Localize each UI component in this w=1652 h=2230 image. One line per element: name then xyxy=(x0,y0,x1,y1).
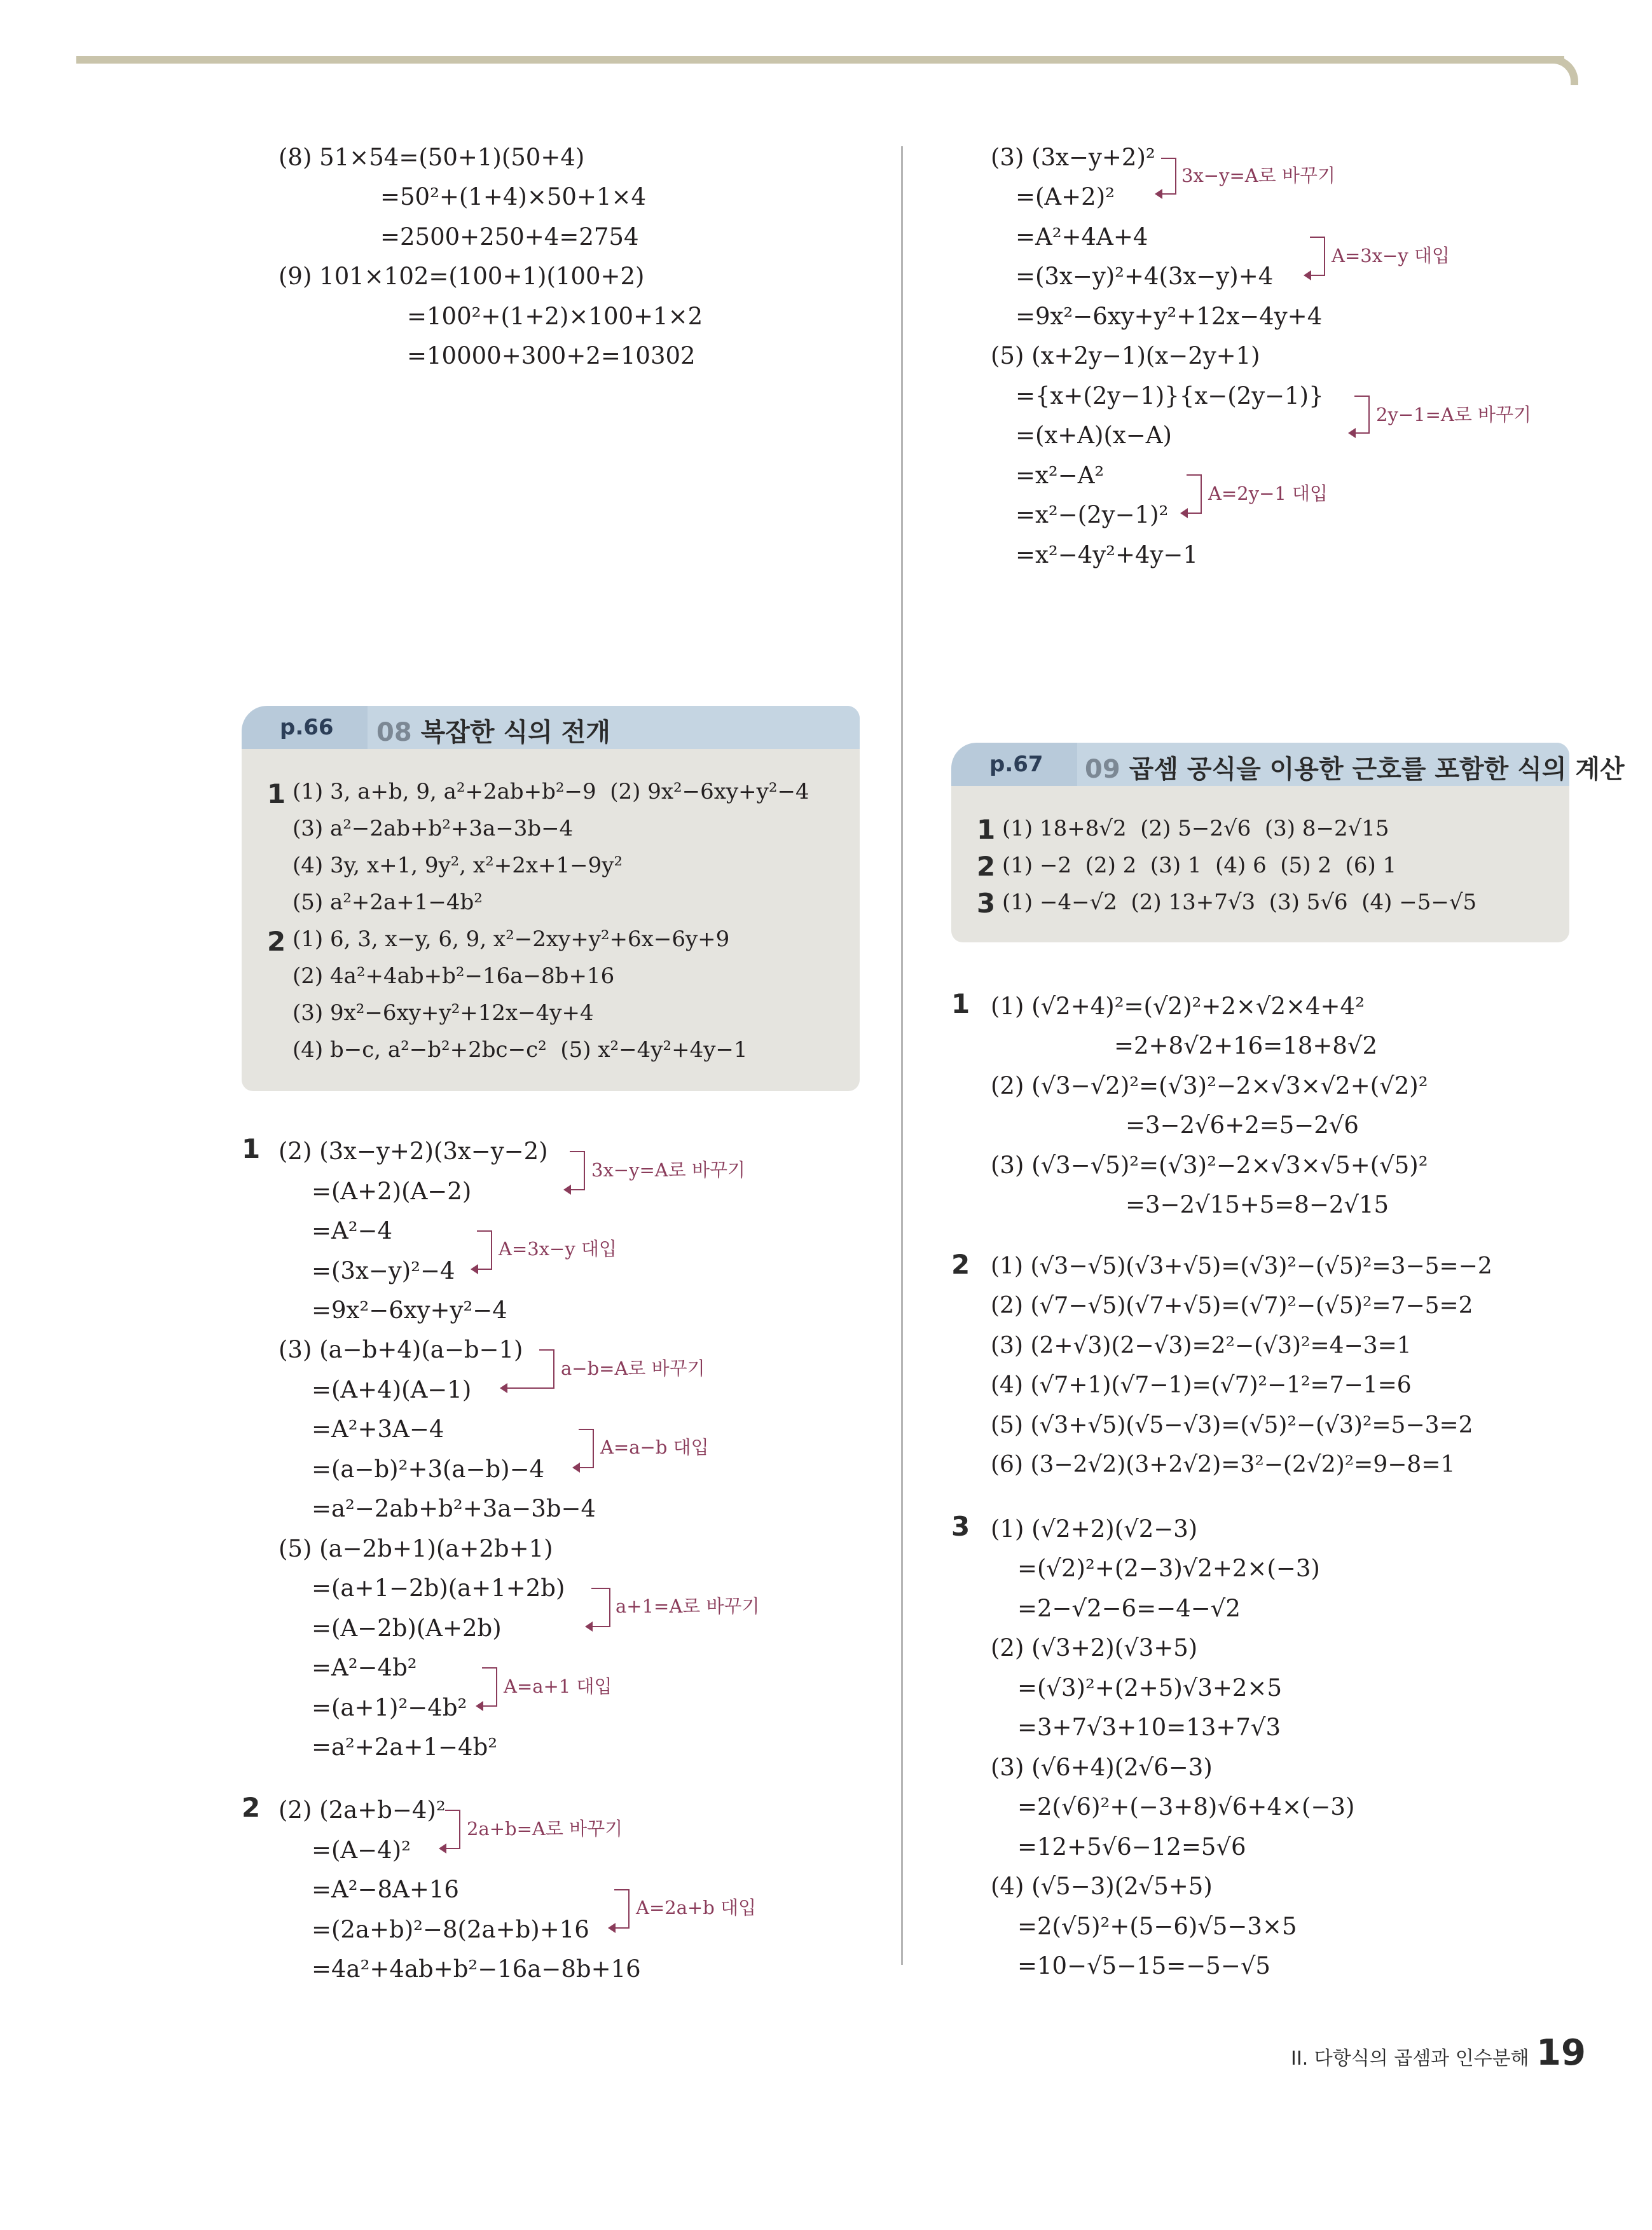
math-line: ={x+(2y−1)}{x−(2y−1)} xyxy=(1015,382,1324,410)
math-line: (1) (√2+4)²=(√2)²+2×√2×4+4² xyxy=(991,993,1365,1020)
annotation-bracket xyxy=(1161,158,1176,195)
annotation-bracket xyxy=(570,1151,585,1190)
annotation-label: A=2a+b 대입 xyxy=(636,1897,757,1918)
math-line: (3) (a−b+4)(a−b−1) xyxy=(279,1336,523,1363)
annotation-label: A=3x−y 대입 xyxy=(499,1238,617,1260)
annotation-bracket xyxy=(477,1230,492,1270)
annotation-bracket xyxy=(579,1429,594,1468)
top-rule-corner xyxy=(1539,56,1578,85)
math-line: =9x²−6xy+y²−4 xyxy=(312,1297,507,1324)
math-line: =(√3)²+(2+5)√3+2×5 xyxy=(1017,1674,1282,1702)
problem-number: 2 xyxy=(951,1249,970,1280)
math-line: (2) (3x−y+2)(3x−y−2) xyxy=(279,1138,548,1165)
column-divider xyxy=(901,146,903,1965)
math-line: (8) 51×54=(50+1)(50+4) xyxy=(279,144,585,171)
problem-number: 2 xyxy=(242,1792,261,1823)
math-line: =A²+4A+4 xyxy=(1015,223,1148,251)
problem-number: 1 xyxy=(242,1133,261,1164)
annotation-arrow xyxy=(1187,513,1202,514)
math-line: =(A+4)(A−1) xyxy=(312,1376,472,1403)
math-line: =9x²−6xy+y²+12x−4y+4 xyxy=(1015,303,1323,330)
annotation-bracket xyxy=(591,1588,610,1627)
annotation-arrow xyxy=(445,1848,460,1849)
annotation-label: 2a+b=A로 바꾸기 xyxy=(467,1818,623,1840)
math-line: =(3x−y)²+4(3x−y)+4 xyxy=(1015,263,1274,290)
section-number: 08 xyxy=(376,718,412,747)
annotation-label: a+1=A로 바꾸기 xyxy=(616,1595,760,1617)
section-title-text: 복잡한 식의 전개 xyxy=(420,718,610,747)
annotation-label: A=3x−y 대입 xyxy=(1332,245,1450,266)
answer-line: (2) 4a²+4ab+b²−16a−8b+16 xyxy=(293,963,615,989)
math-line: (9) 101×102=(100+1)(100+2) xyxy=(279,263,645,290)
annotation-bracket xyxy=(1187,474,1202,514)
answer-line: (4) b−c, a²−b²+2bc−c² (5) x²−4y²+4y−1 xyxy=(293,1037,748,1063)
math-line: =3+7√3+10=13+7√3 xyxy=(1017,1714,1281,1741)
math-line: =(A+2)(A−2) xyxy=(312,1178,472,1205)
annotation-bracket xyxy=(1354,396,1370,434)
annotation-arrow xyxy=(1310,275,1325,276)
math-line: (3) (3x−y+2)² xyxy=(991,144,1155,171)
annotation-arrow xyxy=(1354,432,1370,434)
math-line: =(3x−y)²−4 xyxy=(312,1257,455,1284)
annotation-bracket xyxy=(1310,237,1325,276)
answer-line: (1) −2 (2) 2 (3) 1 (4) 6 (5) 2 (6) 1 xyxy=(1002,853,1397,878)
math-line: (2) (2a+b−4)² xyxy=(279,1796,446,1824)
math-line: (4) (√5−3)(2√5+5) xyxy=(991,1873,1213,1900)
math-line: (3) (2+√3)(2−√3)=2²−(√3)²=4−3=1 xyxy=(991,1333,1412,1359)
math-line: =2+8√2+16=18+8√2 xyxy=(1114,1032,1378,1059)
answer-line: (3) a²−2ab+b²+3a−3b−4 xyxy=(293,816,574,841)
math-line: =2(√6)²+(−3+8)√6+4×(−3) xyxy=(1017,1793,1355,1820)
answer-line: (1) 3, a+b, 9, a²+2ab+b²−9 (2) 9x²−6xy+y²−4 xyxy=(293,779,809,804)
math-line: =100²+(1+2)×100+1×2 xyxy=(407,303,703,330)
answer-line: (5) a²+2a+1−4b² xyxy=(293,890,483,915)
math-line: =2500+250+4=2754 xyxy=(380,223,639,251)
math-line: (5) (a−2b+1)(a+2b+1) xyxy=(279,1535,553,1562)
math-line: (4) (√7+1)(√7−1)=(√7)²−1²=7−1=6 xyxy=(991,1372,1412,1398)
math-line: =x²−4y²+4y−1 xyxy=(1015,541,1198,568)
answer-number: 1 xyxy=(977,814,996,845)
answer-line: (1) −4−√2 (2) 13+7√3 (3) 5√6 (4) −5−√5 xyxy=(1002,890,1477,915)
math-line: =(a−b)²+3(a−b)−4 xyxy=(312,1456,545,1483)
math-line: =A²−4 xyxy=(312,1217,393,1244)
math-line: =10000+300+2=10302 xyxy=(407,342,696,369)
annotation-label: a−b=A로 바꾸기 xyxy=(561,1358,705,1379)
answer-line: (1) 18+8√2 (2) 5−2√6 (3) 8−2√15 xyxy=(1002,816,1389,841)
math-line: =(A+2)² xyxy=(1015,183,1115,210)
page-number: 19 xyxy=(1536,2032,1586,2074)
math-line: =(√2)²+(2−3)√2+2×(−3) xyxy=(1017,1555,1320,1582)
annotation-bracket xyxy=(482,1667,497,1707)
section-title-text: 곱셈 공식을 이용한 근호를 포함한 식의 계산 xyxy=(1129,755,1625,784)
page-label: p.66 xyxy=(280,715,334,740)
math-line: =10−√5−15=−5−√5 xyxy=(1017,1952,1270,1979)
annotation-arrow xyxy=(579,1467,594,1468)
annotation-label: 2y−1=A로 바꾸기 xyxy=(1376,404,1532,425)
math-line: =x²−(2y−1)² xyxy=(1015,501,1169,528)
math-line: =2(√5)²+(5−6)√5−3×5 xyxy=(1017,1913,1297,1940)
page-label: p.67 xyxy=(989,752,1043,777)
annotation-arrow xyxy=(1161,193,1176,195)
section-number: 09 xyxy=(1085,755,1120,784)
math-line: =(a+1−2b)(a+1+2b) xyxy=(312,1574,565,1602)
annotation-arrow xyxy=(614,1927,630,1929)
math-line: (3) (√6+4)(2√6−3) xyxy=(991,1754,1213,1781)
annotation-bracket xyxy=(539,1349,554,1389)
math-line: (1) (√3−√5)(√3+√5)=(√3)²−(√5)²=3−5=−2 xyxy=(991,1253,1492,1279)
math-line: (2) (√7−√5)(√7+√5)=(√7)²−(√5)²=7−5=2 xyxy=(991,1293,1473,1319)
annotation-label: A=a+1 대입 xyxy=(504,1676,612,1697)
annotation-label: 3x−y=A로 바꾸기 xyxy=(591,1159,746,1181)
math-line: =50²+(1+4)×50+1×4 xyxy=(380,183,647,210)
math-line: (3) (√3−√5)²=(√3)²−2×√3×√5+(√5)² xyxy=(991,1152,1428,1179)
math-line: =(x+A)(x−A) xyxy=(1015,422,1172,449)
math-line: =(A−4)² xyxy=(312,1836,411,1864)
annotation-bracket xyxy=(445,1810,460,1849)
math-line: =x²−A² xyxy=(1015,462,1105,489)
math-line: =3−2√15+5=8−2√15 xyxy=(1125,1191,1389,1218)
answer-line: (1) 6, 3, x−y, 6, 9, x²−2xy+y²+6x−6y+9 xyxy=(293,926,730,952)
annotation-arrow xyxy=(570,1189,585,1190)
math-line: (2) (√3−√2)²=(√3)²−2×√3×√2+(√2)² xyxy=(991,1072,1428,1099)
answer-number: 2 xyxy=(267,926,286,957)
answer-number: 3 xyxy=(977,888,996,919)
annotation-arrow xyxy=(591,1626,610,1627)
math-line: =A²+3A−4 xyxy=(312,1415,444,1443)
math-line: (5) (x+2y−1)(x−2y+1) xyxy=(991,342,1260,369)
math-line: (5) (√3+√5)(√5−√3)=(√5)²−(√3)²=5−3=2 xyxy=(991,1412,1473,1438)
section-title xyxy=(376,712,610,748)
annotation-label: A=2y−1 대입 xyxy=(1208,483,1328,504)
answer-line: (3) 9x²−6xy+y²+12x−4y+4 xyxy=(293,1000,594,1026)
answer-number: 1 xyxy=(267,778,286,809)
math-line: =4a²+4ab+b²−16a−8b+16 xyxy=(312,1955,641,1983)
math-line: =(a+1)²−4b² xyxy=(312,1694,467,1721)
math-line: =A²−4b² xyxy=(312,1654,417,1681)
math-line: =(2a+b)²−8(2a+b)+16 xyxy=(312,1916,589,1943)
annotation-label: 3x−y=A로 바꾸기 xyxy=(1181,165,1336,186)
math-line: =A²−8A+16 xyxy=(312,1876,459,1903)
math-line: =(A−2b)(A+2b) xyxy=(312,1614,502,1642)
math-line: =12+5√6−12=5√6 xyxy=(1017,1833,1246,1861)
math-line: =a²−2ab+b²+3a−3b−4 xyxy=(312,1495,596,1522)
top-rule xyxy=(76,56,1564,64)
answer-line: (4) 3y, x+1, 9y², x²+2x+1−9y² xyxy=(293,853,623,878)
chapter-footer: II. 다항식의 곱셈과 인수분해 xyxy=(1291,2048,1529,2070)
annotation-bracket xyxy=(614,1889,630,1929)
annotation-arrow xyxy=(506,1387,554,1389)
answer-number: 2 xyxy=(977,851,996,882)
annotation-label: A=a−b 대입 xyxy=(600,1436,709,1458)
annotation-arrow xyxy=(477,1269,492,1270)
math-line: (2) (√3+2)(√3+5) xyxy=(991,1634,1198,1662)
math-line: =2−√2−6=−4−√2 xyxy=(1017,1595,1241,1622)
math-line: (6) (3−2√2)(3+2√2)=3²−(2√2)²=9−8=1 xyxy=(991,1452,1456,1478)
problem-number: 1 xyxy=(951,988,970,1019)
section-title xyxy=(1085,749,1625,785)
annotation-arrow xyxy=(482,1705,497,1707)
math-line: =a²+2a+1−4b² xyxy=(312,1733,498,1761)
math-line: =3−2√6+2=5−2√6 xyxy=(1125,1112,1359,1139)
problem-number: 3 xyxy=(951,1511,970,1542)
math-line: (1) (√2+2)(√2−3) xyxy=(991,1515,1198,1543)
